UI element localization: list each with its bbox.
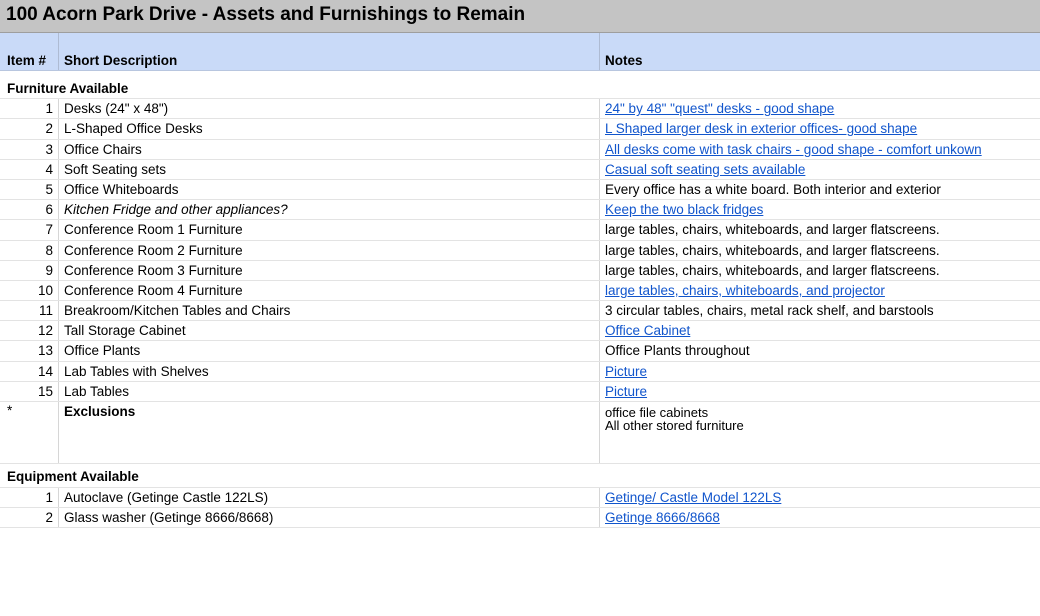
section-row-equipment: [0, 464, 1040, 488]
table-row[interactable]: [0, 488, 1040, 508]
column-divider: [58, 402, 59, 463]
header-short-description: Short Description: [64, 53, 178, 68]
item-note: Office Plants throughout: [605, 343, 750, 359]
column-divider: [58, 301, 59, 320]
section-title-equipment: Equipment Available: [7, 469, 139, 484]
item-number: 5: [45, 181, 53, 197]
item-description: Office Chairs: [64, 141, 142, 157]
column-divider: [58, 362, 59, 381]
item-note-link[interactable]: Getinge/ Castle Model 122LS: [605, 490, 782, 505]
exclusions-label: Exclusions: [64, 404, 136, 419]
item-note-link[interactable]: Keep the two black fridges: [605, 202, 764, 218]
item-note-link[interactable]: All desks come with task chairs - good shape - comfort unkown: [605, 141, 982, 157]
column-divider: [58, 382, 59, 401]
column-divider: [599, 241, 600, 260]
column-divider: [599, 402, 600, 463]
column-divider: [58, 140, 59, 159]
title-bar: [0, 0, 1040, 33]
column-divider: [599, 200, 600, 219]
item-description: Office Whiteboards: [64, 181, 179, 197]
item-number: 7: [45, 222, 53, 238]
column-divider: [58, 261, 59, 280]
exclusions-marker: *: [7, 403, 13, 418]
item-description: L-Shaped Office Desks: [64, 121, 203, 137]
item-note-link[interactable]: Casual soft seating sets available: [605, 161, 806, 177]
column-divider: [58, 220, 59, 239]
column-divider: [58, 321, 59, 340]
column-divider: [599, 180, 600, 199]
column-divider: [599, 362, 600, 381]
item-description: Conference Room 4 Furniture: [64, 282, 243, 298]
item-number: 12: [37, 323, 53, 339]
exclusion-note: office file cabinets: [605, 405, 709, 420]
table-row[interactable]: [0, 261, 1040, 281]
table-row[interactable]: [0, 140, 1040, 160]
column-divider: [58, 341, 59, 360]
exclusions-notes: [605, 406, 744, 432]
item-description: Lab Tables: [64, 383, 130, 399]
column-divider: [599, 341, 600, 360]
table-row[interactable]: [0, 362, 1040, 382]
table-row[interactable]: [0, 301, 1040, 321]
item-description: Soft Seating sets: [64, 161, 167, 177]
item-number: 3: [45, 141, 53, 157]
item-number: 9: [45, 262, 53, 278]
item-note: large tables, chairs, whiteboards, and larger flatscreens.: [605, 242, 940, 258]
item-number: 10: [37, 282, 53, 298]
table-row[interactable]: [0, 341, 1040, 361]
column-divider: [599, 508, 600, 527]
item-number: 15: [37, 383, 53, 399]
section-title-furniture: Furniture Available: [7, 81, 129, 96]
column-divider: [599, 382, 600, 401]
column-divider: [599, 119, 600, 138]
item-number: 8: [45, 242, 53, 258]
item-note-link[interactable]: 24" by 48" "quest" desks - good shape: [605, 101, 835, 117]
column-divider: [599, 301, 600, 320]
section-row-furniture: [0, 79, 1040, 99]
table-row[interactable]: [0, 99, 1040, 119]
table-row[interactable]: [0, 508, 1040, 528]
sheet-title: 100 Acorn Park Drive - Assets and Furnishings to Remain: [6, 4, 526, 25]
item-description: Lab Tables with Shelves: [64, 363, 209, 379]
column-divider: [58, 119, 59, 138]
item-note: large tables, chairs, whiteboards, and larger flatscreens.: [605, 262, 940, 278]
item-note: large tables, chairs, whiteboards, and larger flatscreens.: [605, 222, 940, 238]
item-note: 3 circular tables, chairs, metal rack shelf, and barstools: [605, 303, 934, 319]
item-description: Autoclave (Getinge Castle 122LS): [64, 490, 269, 505]
table-row[interactable]: [0, 119, 1040, 139]
column-divider: [58, 180, 59, 199]
table-row[interactable]: [0, 220, 1040, 240]
item-description: Conference Room 2 Furniture: [64, 242, 243, 258]
item-note-link[interactable]: Office Cabinet: [605, 323, 691, 339]
column-header-row: [0, 33, 1040, 71]
column-divider: [58, 281, 59, 300]
item-description: Desks (24" x 48"): [64, 101, 169, 117]
item-number: 13: [37, 343, 53, 359]
item-note-link[interactable]: L Shaped larger desk in exterior offices- good shape: [605, 121, 918, 137]
item-number: 1: [45, 101, 53, 117]
table-body: [0, 79, 1040, 528]
column-divider: [599, 220, 600, 239]
column-divider: [58, 33, 59, 70]
column-divider: [58, 508, 59, 527]
item-note-link[interactable]: Getinge 8666/8668: [605, 510, 720, 526]
column-divider: [599, 488, 600, 507]
item-description: Kitchen Fridge and other appliances?: [64, 202, 288, 218]
item-note-link[interactable]: Picture: [605, 363, 648, 379]
item-description: Conference Room 1 Furniture: [64, 222, 243, 238]
item-description: Tall Storage Cabinet: [64, 323, 186, 339]
item-description: Conference Room 3 Furniture: [64, 262, 243, 278]
item-description: Breakroom/Kitchen Tables and Chairs: [64, 303, 291, 319]
header-item-number: Item #: [7, 53, 47, 68]
item-number: 2: [45, 121, 53, 137]
item-number: 11: [38, 303, 53, 319]
column-divider: [599, 261, 600, 280]
item-description: Glass washer (Getinge 8666/8668): [64, 510, 274, 526]
column-divider: [599, 321, 600, 340]
column-divider: [58, 200, 59, 219]
table-row[interactable]: [0, 180, 1040, 200]
column-divider: [599, 99, 600, 118]
item-number: 1: [45, 490, 53, 505]
column-divider: [58, 488, 59, 507]
item-number: 2: [45, 510, 53, 526]
exclusions-row[interactable]: [0, 402, 1040, 464]
item-note-link[interactable]: large tables, chairs, whiteboards, and projector: [605, 282, 885, 298]
column-divider: [58, 241, 59, 260]
table-row[interactable]: [0, 160, 1040, 180]
column-divider: [599, 281, 600, 300]
header-notes: Notes: [605, 53, 643, 68]
item-note: Every office has a white board. Both interior and exterior: [605, 181, 941, 197]
table-row[interactable]: [0, 200, 1040, 220]
table-row[interactable]: [0, 321, 1040, 341]
item-number: 4: [45, 161, 53, 177]
column-divider: [599, 160, 600, 179]
item-note-link[interactable]: Picture: [605, 383, 648, 399]
table-row[interactable]: [0, 241, 1040, 261]
item-number: 14: [37, 363, 53, 379]
column-divider: [599, 33, 600, 70]
item-description: Office Plants: [64, 343, 141, 359]
table-row[interactable]: [0, 281, 1040, 301]
exclusion-note: All other stored furniture: [605, 418, 744, 433]
table-row[interactable]: [0, 382, 1040, 402]
item-number: 6: [45, 202, 53, 218]
column-divider: [599, 140, 600, 159]
column-divider: [58, 99, 59, 118]
column-divider: [58, 160, 59, 179]
